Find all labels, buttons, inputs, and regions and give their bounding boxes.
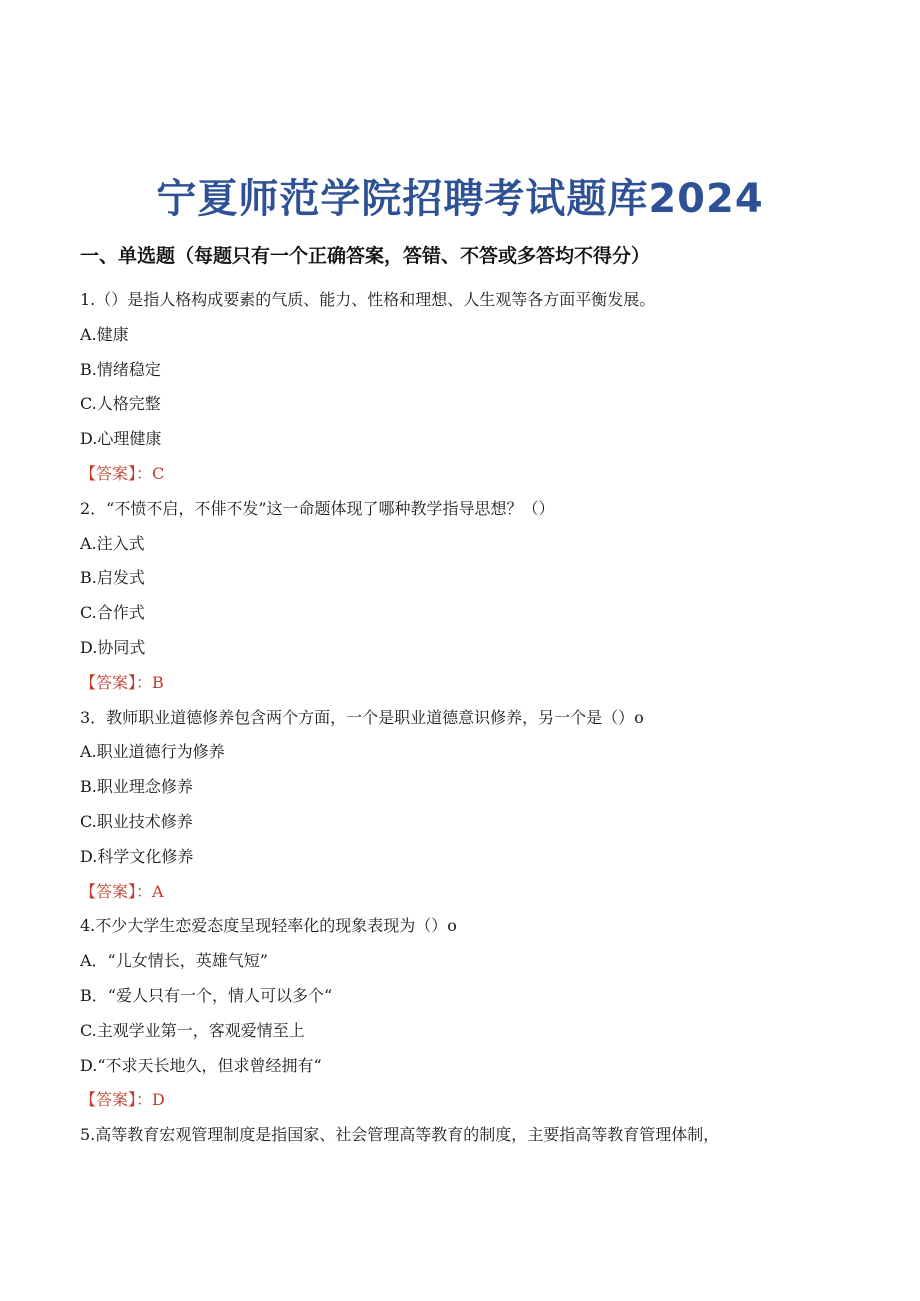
answer-value: B <box>152 672 164 692</box>
question-stem: 1.（）是指人格构成要素的气质、能力、性格和理想、人生观等各方面平衡发展。 <box>80 290 656 309</box>
answer-label: 【答案】： <box>80 463 153 483</box>
question-stem: 3．教师职业道德修养包含两个方面，一个是职业道德意识修养，另一个是（）o <box>80 707 644 727</box>
question-list <box>80 283 860 1153</box>
answer-value: D <box>152 1090 165 1110</box>
answer-label: 【答案】： <box>80 672 153 692</box>
question-option: B.启发式 <box>80 568 145 588</box>
question-option: D.“不求天长地久，但求曾经拥有“ <box>80 1055 322 1075</box>
question-option: B.情绪稳定 <box>80 359 161 379</box>
question-option: C.主观学业第一，客观爱情至上 <box>80 1020 305 1040</box>
question-option: D.协同式 <box>80 637 146 657</box>
answer-line <box>80 666 860 701</box>
question-option: A.注入式 <box>80 533 145 553</box>
question-option: B．“爱人只有一个，情人可以多个“ <box>80 985 333 1005</box>
question-option: A.健康 <box>80 324 129 344</box>
question-option: C.职业技术修养 <box>80 811 193 831</box>
question-item <box>80 492 860 701</box>
answer-line <box>80 457 860 492</box>
question-option: B.职业理念修养 <box>80 777 193 797</box>
question-option: A.职业道德行为修养 <box>80 742 225 762</box>
answer-label: 【答案】： <box>80 881 153 901</box>
section-heading: 一、单选题（每题只有一个正确答案，答错、不答或多答均不得分） <box>80 245 651 267</box>
question-item <box>80 1118 860 1153</box>
question-option: D.科学文化修养 <box>80 846 194 866</box>
question-item <box>80 283 860 492</box>
question-option: C.人格完整 <box>80 394 161 414</box>
document-title: 宁夏师范学院招聘考试题库2024 <box>156 175 764 222</box>
question-stem: 2．“不愤不启，不俳不发”这一命题体现了哪种教学指导思想？（） <box>80 498 555 518</box>
question-option: C.合作式 <box>80 603 145 623</box>
question-item <box>80 701 860 910</box>
answer-line <box>80 1083 860 1118</box>
question-option: D.心理健康 <box>80 429 162 449</box>
question-item <box>80 909 860 1118</box>
answer-value: A <box>152 881 164 901</box>
answer-value: C <box>152 463 165 483</box>
question-stem: 4.不少大学生恋爱态度呈现轻率化的现象表现为（）o <box>80 916 457 936</box>
answer-line <box>80 875 860 910</box>
question-stem: 5.高等教育宏观管理制度是指国家、社会管理高等教育的制度，主要指高等教育管理体制， <box>80 1125 720 1145</box>
question-option: A．“儿女情长，英雄气短” <box>80 951 268 971</box>
answer-label: 【答案】： <box>80 1090 153 1110</box>
